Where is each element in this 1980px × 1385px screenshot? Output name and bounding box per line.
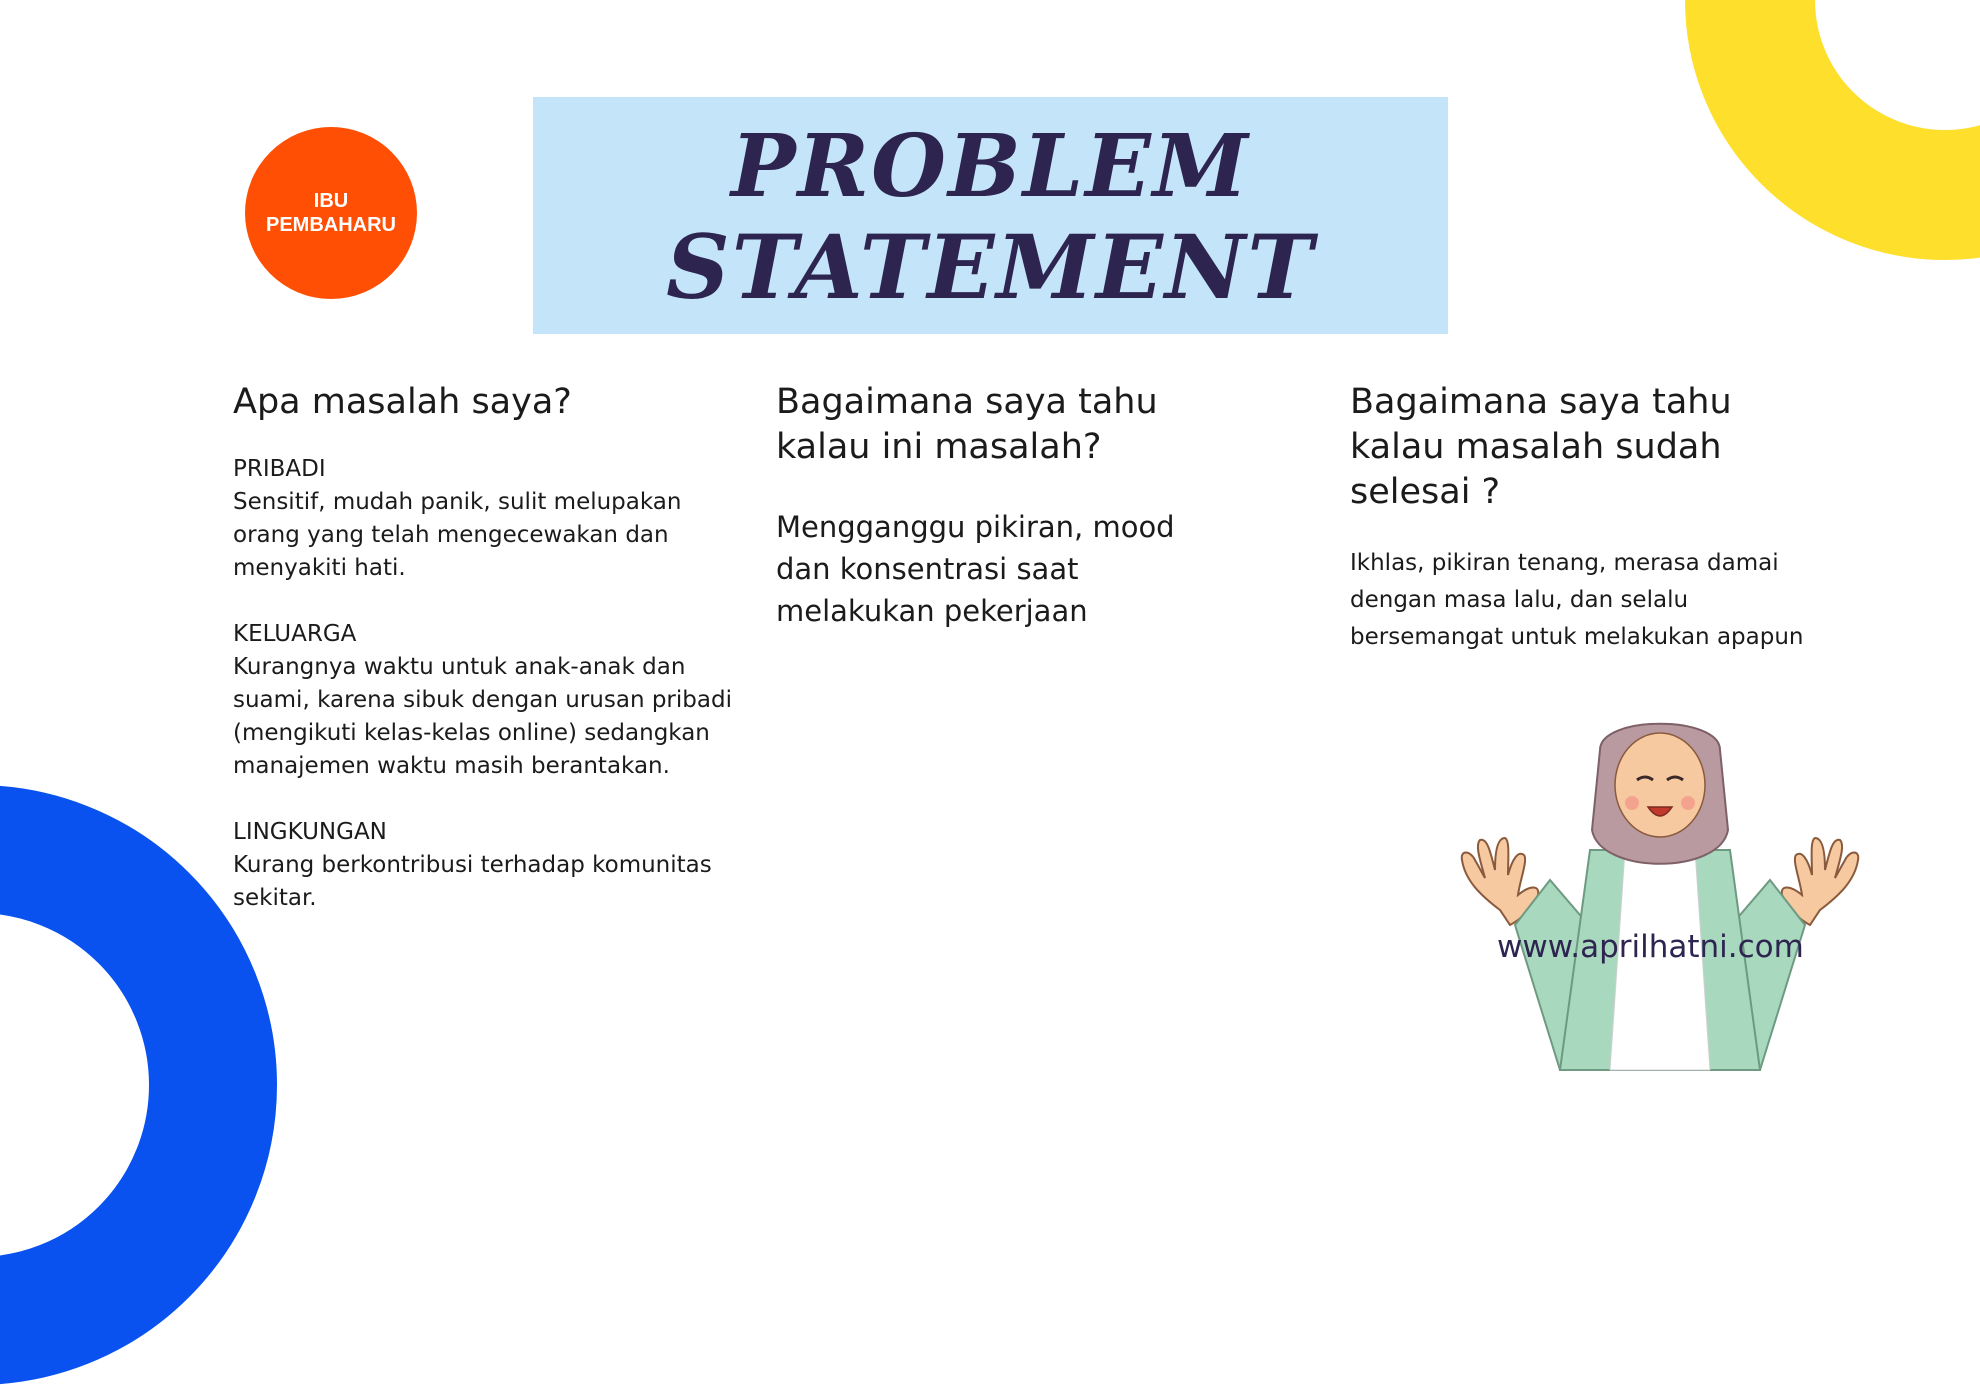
section-text: Kurangnya waktu untuk anak-anak dan suami, karena sibuk dengan urusan pribadi (mengikuti kelas-kelas online) sedangkan manajemen waktu masih berantakan. xyxy=(233,654,732,779)
section-text: Kurang berkontribusi terhadap komunitas sekitar. xyxy=(233,852,712,911)
section-lingkungan xyxy=(233,816,753,915)
column3-body: Ikhlas, pikiran tenang, merasa damai dengan masa lalu, dan selalu bersemangat untuk melakukan apapun xyxy=(1350,550,1804,650)
section-label: KELUARGA xyxy=(233,621,357,647)
section-keluarga xyxy=(233,618,753,783)
title-line-2: STATEMENT xyxy=(666,215,1315,319)
column3-heading: Bagaimana saya tahu kalau masalah sudah selesai ? xyxy=(1350,382,1732,512)
title-line-1: PROBLEM xyxy=(731,116,1250,217)
section-pribadi xyxy=(233,453,753,585)
section-label: PRIBADI xyxy=(233,456,326,482)
section-text: Sensitif, mudah panik, sulit melupakan orang yang telah mengecewakan dan menyakiti hati. xyxy=(233,489,682,581)
title-banner xyxy=(533,97,1448,334)
column-how-know-problem xyxy=(776,380,1196,632)
yellow-arc-decoration xyxy=(1685,0,1980,260)
column-how-know-solved xyxy=(1350,380,1820,656)
section-label: LINGKUNGAN xyxy=(233,819,387,845)
woman-hijab-illustration xyxy=(1440,710,1880,1080)
column2-heading: Bagaimana saya tahu kalau ini masalah? xyxy=(776,382,1158,467)
column2-body: Mengganggu pikiran, mood dan konsentrasi saat melakukan pekerjaan xyxy=(776,510,1175,628)
column1-heading: Apa masalah saya? xyxy=(233,382,572,422)
website-url: www.aprilhatni.com xyxy=(1497,929,1804,965)
column-what-problem xyxy=(233,380,753,915)
badge-text: IBU PEMBAHARU xyxy=(266,190,396,236)
ibu-pembaharu-badge xyxy=(245,127,417,299)
